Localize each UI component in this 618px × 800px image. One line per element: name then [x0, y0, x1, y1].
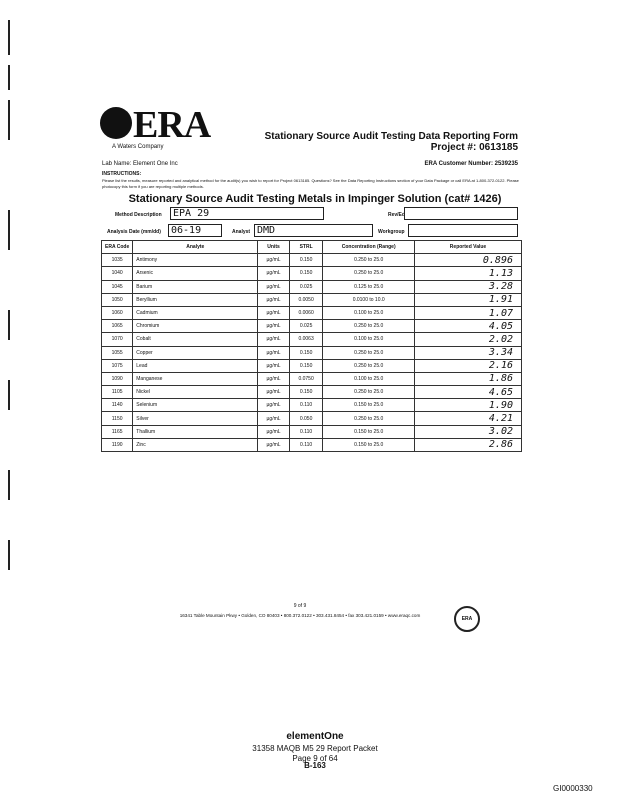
cell-reported-value[interactable]: 4.05 — [415, 320, 522, 333]
stamp-company: elementOne — [286, 731, 344, 742]
cell-units: µg/mL — [258, 280, 290, 293]
era-logo: ERA — [133, 104, 211, 146]
cell-era-code: 1065 — [102, 320, 133, 333]
cell-range: 0.150 to 25.0 — [323, 438, 415, 451]
cell-analyte: Barium — [133, 280, 258, 293]
col-units: Units — [258, 241, 290, 254]
cell-range: 0.250 to 25.0 — [323, 320, 415, 333]
scan-edge-mark — [8, 540, 10, 570]
cell-reported-value[interactable]: 1.90 — [415, 399, 522, 412]
cell-era-code: 1045 — [102, 280, 133, 293]
col-reported-value: Reported Value — [415, 241, 522, 254]
scan-edge-mark — [8, 210, 10, 250]
table-row — [102, 333, 522, 346]
table-row — [102, 280, 522, 293]
table-row — [102, 359, 522, 372]
bates-number: GI0000330 — [553, 784, 593, 793]
cell-strl: 0.0060 — [289, 306, 323, 319]
cell-strl: 0.150 — [289, 267, 323, 280]
table-row — [102, 425, 522, 438]
scan-edge-mark — [8, 380, 10, 410]
cell-strl: 0.150 — [289, 254, 323, 267]
cell-reported-value[interactable]: 2.16 — [415, 359, 522, 372]
cell-units: µg/mL — [258, 293, 290, 306]
cell-era-code: 1040 — [102, 267, 133, 280]
form-title: Stationary Source Audit Testing Data Reporting Form — [264, 131, 518, 142]
footer-address: 16341 Table Mountain Pkwy • Golden, CO 80403 • 800.372.0122 • 303.431.8454 • fax 303.421.0159 • www.eraqc.com — [179, 613, 421, 618]
cell-units: µg/mL — [258, 399, 290, 412]
stamp-ref: B-163 — [304, 761, 326, 770]
table-row — [102, 412, 522, 425]
cell-range: 0.125 to 25.0 — [323, 280, 415, 293]
cell-reported-value[interactable]: 1.86 — [415, 372, 522, 385]
table-row — [102, 438, 522, 451]
cell-analyte: Lead — [133, 359, 258, 372]
scan-edge-mark — [8, 20, 10, 55]
cell-range: 0.0100 to 10.0 — [323, 293, 415, 306]
cell-units: µg/mL — [258, 306, 290, 319]
era-logo-icon — [100, 107, 132, 139]
results-table — [101, 240, 522, 452]
analyst-field[interactable]: DMD — [254, 224, 373, 237]
cell-reported-value[interactable]: 2.86 — [415, 438, 522, 451]
cell-era-code: 1190 — [102, 438, 133, 451]
cell-strl: 0.0063 — [289, 333, 323, 346]
cell-analyte: Nickel — [133, 386, 258, 399]
accreditation-seal-icon: ERA — [454, 606, 480, 632]
logo-tagline: A Waters Company — [112, 144, 164, 150]
table-row — [102, 293, 522, 306]
cell-strl: 0.110 — [289, 425, 323, 438]
lab-name: Lab Name: Element One Inc — [102, 161, 178, 167]
cell-range: 0.100 to 25.0 — [323, 333, 415, 346]
cell-range: 0.250 to 25.0 — [323, 267, 415, 280]
cell-era-code: 1150 — [102, 412, 133, 425]
cell-reported-value[interactable]: 1.13 — [415, 267, 522, 280]
scan-edge-mark — [8, 65, 10, 90]
form-header — [265, 131, 518, 153]
scan-edge-mark — [8, 100, 10, 140]
cell-reported-value[interactable]: 2.02 — [415, 333, 522, 346]
cell-era-code: 1090 — [102, 372, 133, 385]
cell-era-code: 1060 — [102, 306, 133, 319]
col-era-code: ERA Code — [102, 241, 133, 254]
table-header-row — [102, 241, 522, 254]
cell-strl: 0.0750 — [289, 372, 323, 385]
cell-strl: 0.0050 — [289, 293, 323, 306]
table-row — [102, 267, 522, 280]
cell-era-code: 1165 — [102, 425, 133, 438]
cell-units: µg/mL — [258, 346, 290, 359]
table-row — [102, 372, 522, 385]
cell-strl: 0.150 — [289, 386, 323, 399]
analyst-label: Analyst — [232, 229, 251, 235]
instructions-text: Please list the results, measure reported and analytical method for the audit(s) you wish to report for Project 0613185. Questions? See the Data Reporting Instructions section of your Data Package or call ERA at 1-800-372-0122. Please photocopy this form if you are reporting multiple methods. — [102, 178, 519, 189]
method-label: Method Description — [115, 212, 162, 218]
cell-range: 0.250 to 25.0 — [323, 412, 415, 425]
table-row — [102, 346, 522, 359]
cell-reported-value[interactable]: 4.65 — [415, 386, 522, 399]
cell-range: 0.150 to 25.0 — [323, 425, 415, 438]
cell-units: µg/mL — [258, 254, 290, 267]
cell-units: µg/mL — [258, 359, 290, 372]
cell-strl: 0.110 — [289, 399, 323, 412]
section-title: Stationary Source Audit Testing Metals in Impinger Solution (cat# 1426) — [128, 193, 502, 205]
cell-analyte: Antimony — [133, 254, 258, 267]
cell-strl: 0.110 — [289, 438, 323, 451]
table-row — [102, 306, 522, 319]
page-number: 9 of 9 — [293, 603, 307, 609]
cell-analyte: Beryllium — [133, 293, 258, 306]
cell-units: µg/mL — [258, 386, 290, 399]
table-row — [102, 399, 522, 412]
table-row — [102, 254, 522, 267]
cell-analyte: Chromium — [133, 320, 258, 333]
col-strl: STRL — [289, 241, 323, 254]
cell-strl: 0.025 — [289, 280, 323, 293]
cell-units: µg/mL — [258, 425, 290, 438]
cell-range: 0.100 to 25.0 — [323, 306, 415, 319]
analysis-date-label: Analysis Date (mm/dd) — [107, 229, 161, 235]
cell-era-code: 1075 — [102, 359, 133, 372]
rev-field[interactable] — [404, 207, 518, 220]
table-row — [102, 386, 522, 399]
cell-range: 0.100 to 25.0 — [323, 372, 415, 385]
scan-edge-mark — [8, 310, 10, 340]
table-row — [102, 320, 522, 333]
project-number: Project #: 0613185 — [430, 142, 518, 153]
cell-era-code: 1055 — [102, 346, 133, 359]
stamp-packet: 31358 MAQB M5 29 Report Packet — [252, 744, 378, 753]
cell-era-code: 1105 — [102, 386, 133, 399]
cell-strl: 0.150 — [289, 346, 323, 359]
cell-analyte: Arsenic — [133, 267, 258, 280]
instructions-label: INSTRUCTIONS: — [102, 171, 142, 177]
cell-range: 0.250 to 25.0 — [323, 386, 415, 399]
cell-units: µg/mL — [258, 267, 290, 280]
workgroup-field[interactable] — [408, 224, 518, 237]
cell-analyte: Selenium — [133, 399, 258, 412]
cell-analyte: Thallium — [133, 425, 258, 438]
cell-era-code: 1050 — [102, 293, 133, 306]
cell-analyte: Manganese — [133, 372, 258, 385]
cell-reported-value[interactable]: 3.28 — [415, 280, 522, 293]
cell-analyte: Copper — [133, 346, 258, 359]
cell-range: 0.250 to 25.0 — [323, 254, 415, 267]
cell-reported-value[interactable]: 4.21 — [415, 412, 522, 425]
col-analyte: Analyte — [133, 241, 258, 254]
cell-strl: 0.025 — [289, 320, 323, 333]
cell-range: 0.250 to 25.0 — [323, 346, 415, 359]
cell-range: 0.150 to 25.0 — [323, 399, 415, 412]
cell-reported-value[interactable]: 0.896 — [415, 254, 522, 267]
cell-reported-value[interactable]: 1.91 — [415, 293, 522, 306]
cell-reported-value[interactable]: 3.02 — [415, 425, 522, 438]
cell-units: µg/mL — [258, 412, 290, 425]
cell-analyte: Zinc — [133, 438, 258, 451]
workgroup-label: Workgroup — [378, 229, 405, 235]
cell-analyte: Cobalt — [133, 333, 258, 346]
cell-units: µg/mL — [258, 438, 290, 451]
cell-range: 0.250 to 25.0 — [323, 359, 415, 372]
method-field[interactable]: EPA 29 — [170, 207, 324, 220]
cell-analyte: Cadmium — [133, 306, 258, 319]
cell-reported-value[interactable]: 1.07 — [415, 306, 522, 319]
cell-units: µg/mL — [258, 320, 290, 333]
stamp-page: Page 9 of 64 — [292, 754, 338, 763]
cell-era-code: 1070 — [102, 333, 133, 346]
cell-reported-value[interactable]: 3.34 — [415, 346, 522, 359]
cell-strl: 0.050 — [289, 412, 323, 425]
cell-units: µg/mL — [258, 372, 290, 385]
scan-edge-mark — [8, 470, 10, 500]
cell-analyte: Silver — [133, 412, 258, 425]
cell-strl: 0.150 — [289, 359, 323, 372]
rev-label: Rev/Ed — [388, 212, 405, 218]
cell-era-code: 1140 — [102, 399, 133, 412]
cell-units: µg/mL — [258, 333, 290, 346]
col-range: Concentration (Range) — [323, 241, 415, 254]
cell-era-code: 1035 — [102, 254, 133, 267]
analysis-date-field[interactable]: 06-19 — [168, 224, 222, 237]
customer-number: ERA Customer Number: 2539235 — [424, 161, 518, 167]
